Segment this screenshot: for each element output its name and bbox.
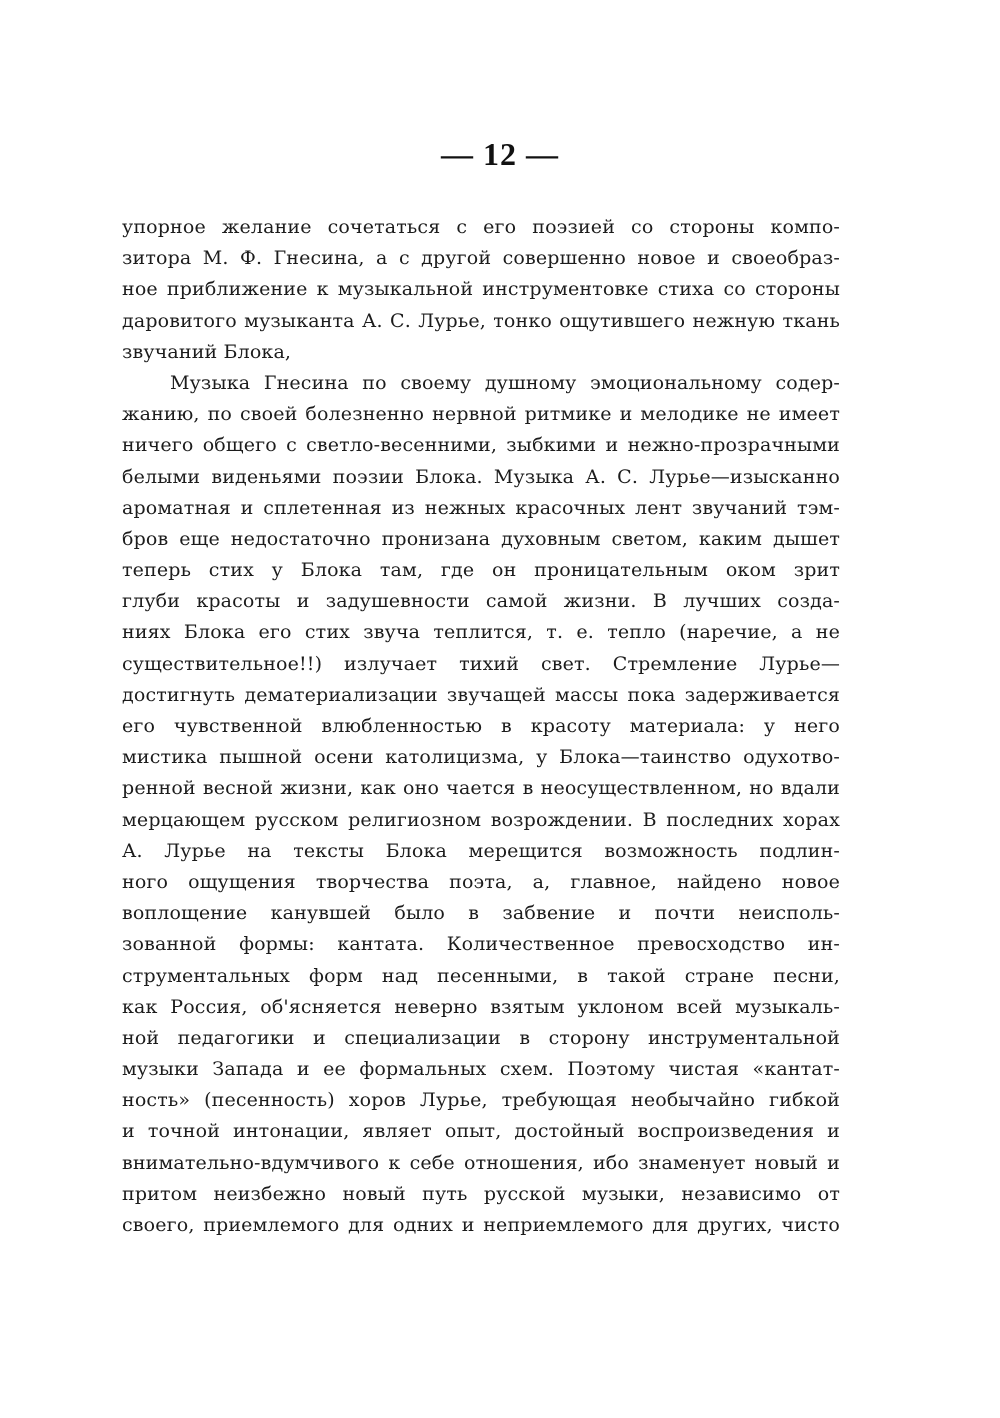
text-line: ниях Блока его стих звуча теплится, т. е. тепло (наречие, а не — [122, 621, 840, 644]
text-line: воплощение канувшей было в забвение и почти неисполь- — [122, 902, 840, 925]
text-line: существительное!!) излучает тихий свет. Стремление Лурье— — [122, 652, 840, 675]
text-line: даровитого музыканта А. С. Лурье, тонко ощутившего нежную ткань — [122, 309, 840, 332]
text-line: струментальных форм над песенными, в такой стране песни, — [122, 964, 840, 987]
text-line: белыми виденьями поэзии Блока. Музыка А. С. Лурье—изысканно — [122, 465, 840, 488]
text-line: ное приближение к музыкальной инструментовке стиха со стороны — [122, 278, 840, 301]
text-line: глуби красоты и задушевности самой жизни. В лучших созда- — [122, 590, 840, 613]
text-line: его чувственной влюбленностью в красоту материала: у него — [122, 715, 840, 737]
text-line: достигнуть дематериализации звучащей массы пока задерживается — [122, 683, 840, 706]
text-line: ароматная и сплетенная из нежных красочных лент звучаний тэм- — [122, 496, 840, 519]
text-line: зитора М. Ф. Гнесина, а с другой совершенно новое и своеобраз- — [122, 247, 840, 270]
text-line: ность» (песенность) хоров Лурье, требующая необычайно гибкой — [122, 1089, 840, 1112]
text-line: ничего общего с светло-весенними, зыбкими и нежно-прозрачными — [122, 434, 840, 457]
text-line: как Россия, об'ясняется неверно взятым уклоном всей музыкаль- — [122, 995, 840, 1018]
text-line: звучаний Блока, — [122, 340, 292, 363]
text-line: ренной весной жизни, как оно чается в неосуществленном, но вдали — [122, 777, 840, 800]
text-line: жанию, по своей болезненно нервной ритмике и мелодике не имеет — [122, 403, 840, 426]
text-line: упорное желание сочетаться с его поэзией со стороны компо- — [122, 216, 840, 238]
text-line: и точной интонации, являет опыт, достойный воспроизведения и — [122, 1120, 840, 1143]
body-text — [122, 212, 840, 1241]
text-line: мистика пышной осени католицизма, у Блока—таинство одухотво- — [122, 746, 840, 769]
text-line: внимательно-вдумчивого к себе отношения, ибо знаменует новый и — [122, 1151, 840, 1174]
text-line: теперь стих у Блока там, где он проницательным оком зрит — [122, 559, 840, 582]
text-line: своего, приемлемого для одних и неприемлемого для других, чисто — [122, 1214, 840, 1236]
text-line: зованной формы: кантата. Количественное превосходство ин- — [122, 933, 840, 956]
text-line: мерцающем русском религиозном возрождении. В последних хорах — [122, 808, 840, 831]
text-line: ного ощущения творчества поэта, а, главное, найдено новое — [122, 870, 840, 893]
text-line: ной педагогики и специализации в сторону инструментальной — [122, 1026, 840, 1049]
text-line: притом неизбежно новый путь русской музыки, независимо от — [122, 1182, 840, 1205]
paragraph-first-line: Музыка Гнесина по своему душному эмоциональному содер- — [170, 371, 840, 394]
text-line: А. Лурье на тексты Блока мерещится возможность подлин- — [122, 839, 840, 862]
text-line: музыки Запада и ее формальных схем. Поэтому чистая «кантат- — [122, 1058, 840, 1081]
page-number: — 12 — — [441, 136, 559, 172]
text-line: бров еще недостаточно пронизана духовным светом, каким дышет — [122, 527, 840, 550]
